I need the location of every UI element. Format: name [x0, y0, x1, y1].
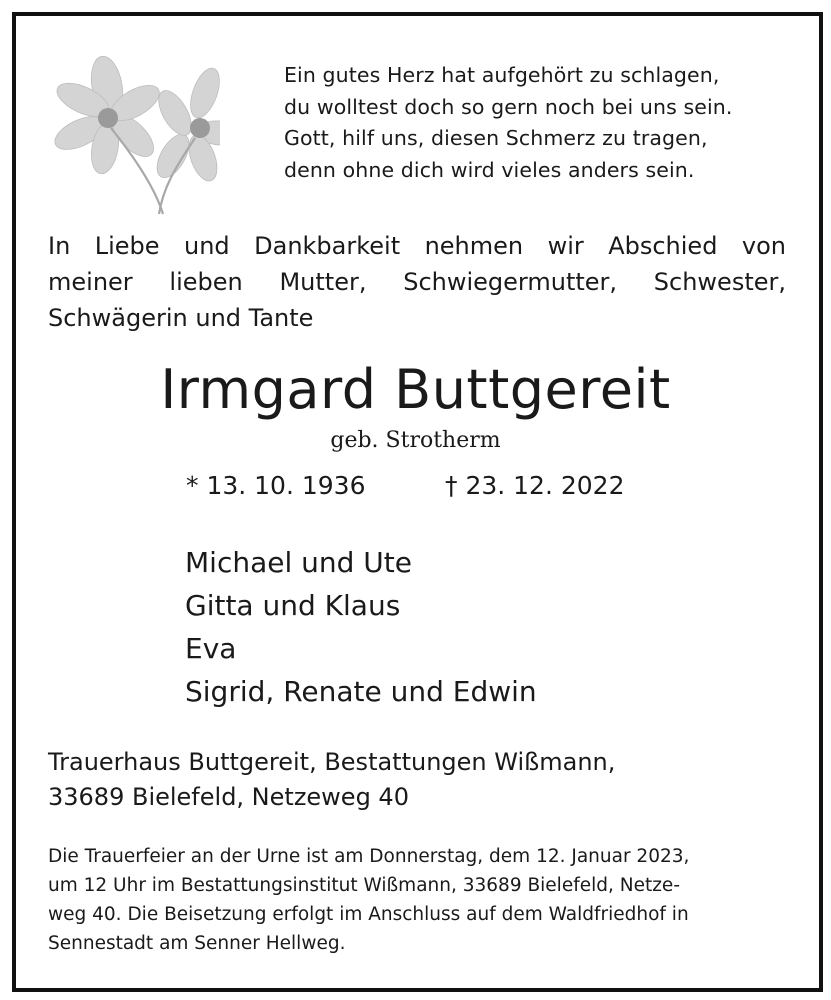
memorial-poem	[284, 60, 804, 186]
death-date: † 23. 12. 2022	[445, 471, 625, 500]
intro-line: In Liebe und Dankbarkeit nehmen wir Abschied von	[48, 232, 786, 260]
deceased-name: Irmgard Buttgereit	[160, 358, 671, 421]
poem-line: denn ohne dich wird vieles anders sein.	[284, 157, 695, 182]
survivor-entry: Michael und Ute	[185, 546, 413, 579]
notice-line: Sennestadt am Senner Hellweg.	[48, 933, 346, 954]
notice-line: Die Trauerfeier an der Urne ist am Donnerstag, dem 12. Januar 2023,	[48, 846, 690, 867]
address-line: Trauerhaus Buttgereit, Bestattungen Wißmann,	[48, 748, 616, 776]
poem-line: Gott, hilf uns, diesen Schmerz zu tragen,	[284, 126, 708, 150]
notice-line: um 12 Uhr im Bestattungsinstitut Wißmann, 33689 Bielefeld, Netze-	[48, 875, 680, 896]
funeral-notice	[48, 842, 786, 958]
intro-line: Schwägerin und Tante	[48, 304, 314, 332]
survivors-list	[185, 541, 537, 713]
farewell-intro	[48, 228, 786, 336]
address-line: 33689 Bielefeld, Netzeweg 40	[48, 783, 409, 811]
intro-line: meiner lieben Mutter, Schwiegermutter, Schwester,	[48, 268, 786, 296]
maiden-name: geb. Strotherm	[330, 428, 501, 453]
poem-line: Ein gutes Herz hat aufgehört zu schlagen,	[284, 63, 720, 87]
cosmos-flowers-icon	[45, 38, 220, 216]
notice-line: weg 40. Die Beisetzung erfolgt im Anschluss auf dem Waldfriedhof in	[48, 904, 689, 925]
birth-date: * 13. 10. 1936	[186, 471, 366, 500]
mourning-address	[48, 745, 615, 815]
survivor-entry: Sigrid, Renate und Edwin	[185, 675, 537, 708]
poem-line: du wolltest doch so gern noch bei uns sein.	[284, 94, 733, 119]
survivor-entry: Eva	[185, 632, 237, 665]
survivor-entry: Gitta und Klaus	[185, 589, 401, 622]
